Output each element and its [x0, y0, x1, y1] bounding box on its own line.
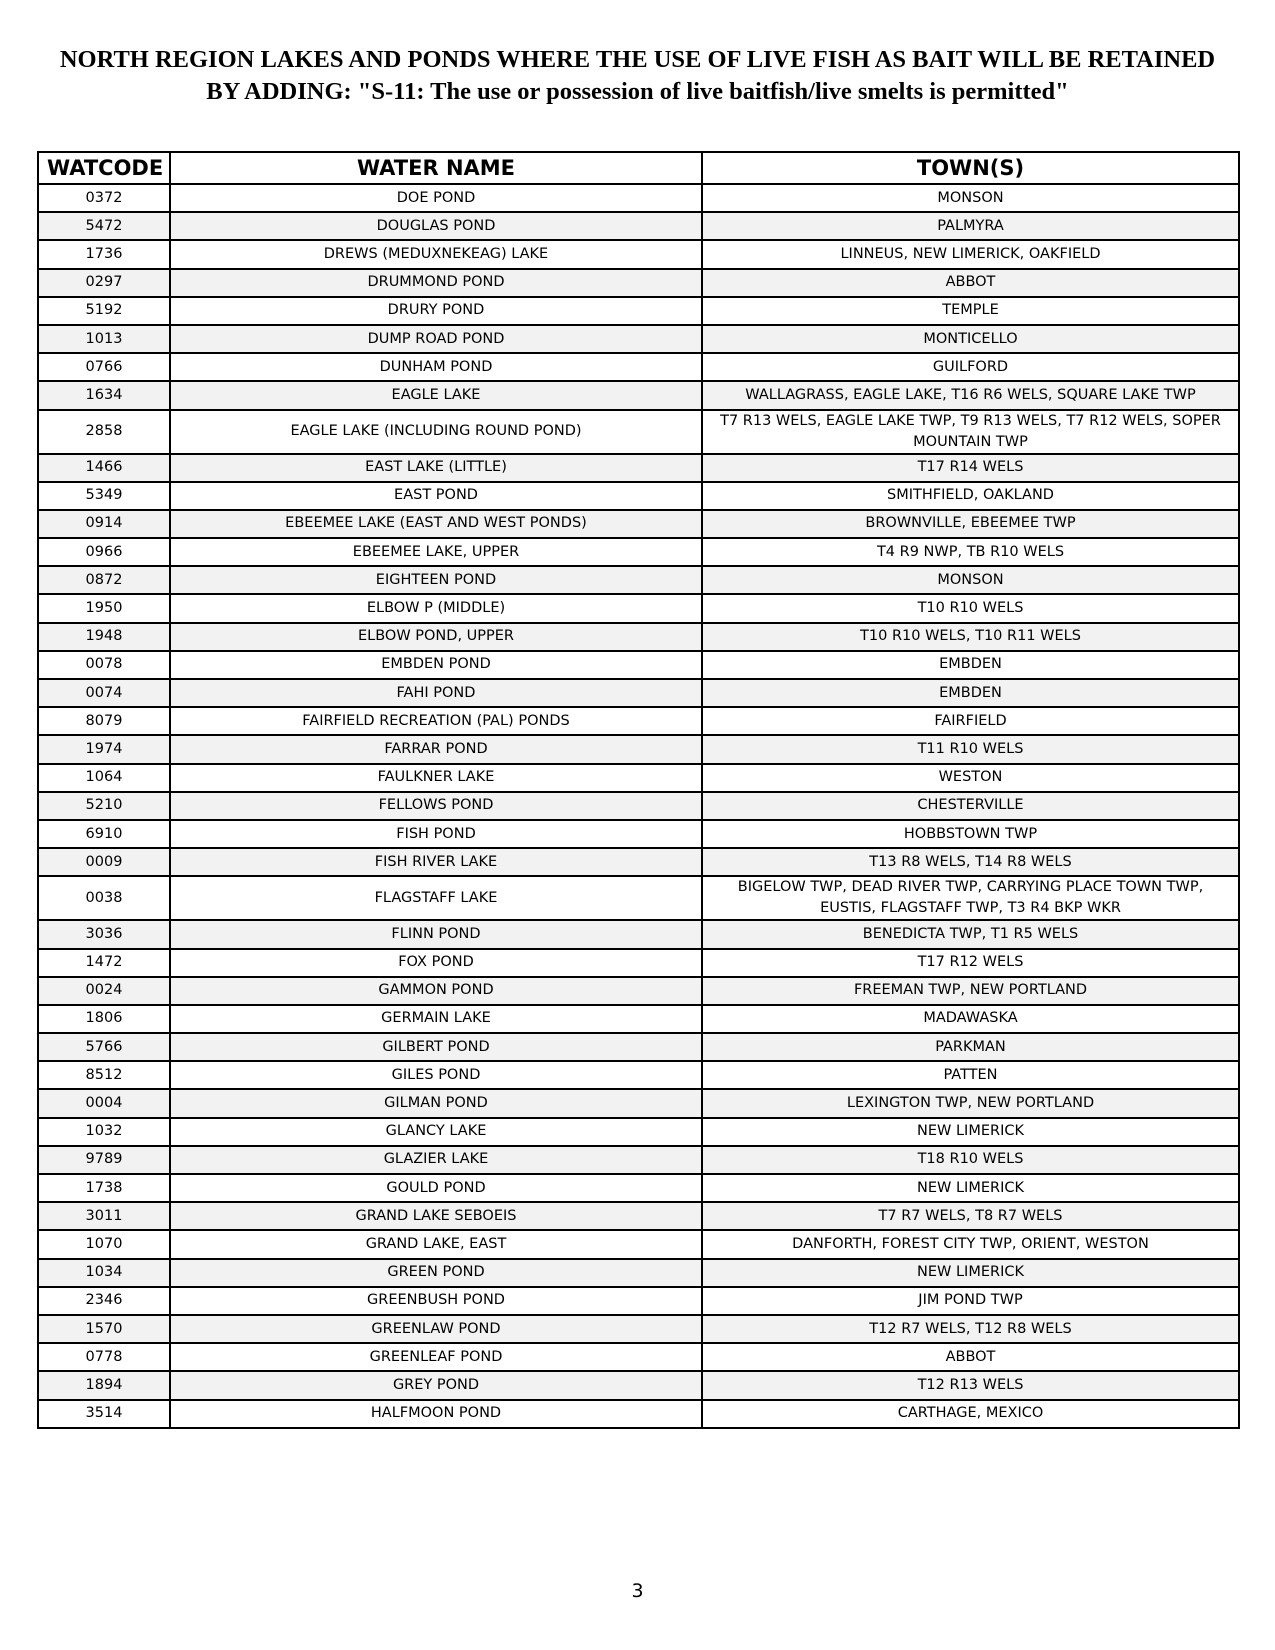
table-row	[38, 707, 1239, 735]
table-row	[38, 679, 1239, 707]
watcode-cell: 2858	[38, 410, 170, 454]
towns-cell: NEW LIMERICK	[702, 1118, 1239, 1146]
towns-cell: T12 R7 WELS, T12 R8 WELS	[702, 1315, 1239, 1343]
table-row	[38, 240, 1239, 268]
table-row	[38, 792, 1239, 820]
table-row	[38, 1315, 1239, 1343]
watcode-cell: 0009	[38, 848, 170, 876]
towns-cell: T11 R10 WELS	[702, 735, 1239, 763]
towns-cell: FREEMAN TWP, NEW PORTLAND	[702, 977, 1239, 1005]
towns-cell: FAIRFIELD	[702, 707, 1239, 735]
watcode-cell: 1034	[38, 1259, 170, 1287]
water-name-cell: FAHI POND	[170, 679, 702, 707]
water-name-cell: GILBERT POND	[170, 1033, 702, 1061]
table-row	[38, 1033, 1239, 1061]
towns-cell: PARKMAN	[702, 1033, 1239, 1061]
watcode-cell: 9789	[38, 1146, 170, 1174]
water-name-cell: EAST POND	[170, 482, 702, 510]
watcode-cell: 5766	[38, 1033, 170, 1061]
towns-cell: T4 R9 NWP, TB R10 WELS	[702, 538, 1239, 566]
watcode-cell: 0297	[38, 269, 170, 297]
watcode-cell: 3036	[38, 920, 170, 948]
table-row	[38, 1230, 1239, 1258]
watcode-cell: 0914	[38, 510, 170, 538]
water-name-cell: DRUMMOND POND	[170, 269, 702, 297]
water-name-cell: DOUGLAS POND	[170, 212, 702, 240]
table-header-row	[38, 152, 1239, 184]
watcode-cell: 5210	[38, 792, 170, 820]
watcode-cell: 1472	[38, 949, 170, 977]
water-name-cell: EBEEMEE LAKE, UPPER	[170, 538, 702, 566]
table-row	[38, 1089, 1239, 1117]
towns-cell: MONSON	[702, 566, 1239, 594]
towns-cell: T10 R10 WELS	[702, 594, 1239, 622]
table-row	[38, 325, 1239, 353]
watcode-cell: 2346	[38, 1287, 170, 1315]
towns-cell: MONTICELLO	[702, 325, 1239, 353]
towns-cell: ABBOT	[702, 1343, 1239, 1371]
water-name-cell: GLANCY LAKE	[170, 1118, 702, 1146]
water-name-cell: FISH POND	[170, 820, 702, 848]
water-name-cell: FLAGSTAFF LAKE	[170, 876, 702, 920]
water-name-cell: HALFMOON POND	[170, 1400, 702, 1428]
table-row	[38, 510, 1239, 538]
watcode-cell: 5192	[38, 297, 170, 325]
towns-cell: PATTEN	[702, 1061, 1239, 1089]
watcode-cell: 1974	[38, 735, 170, 763]
towns-cell: TEMPLE	[702, 297, 1239, 325]
towns-cell: EMBDEN	[702, 679, 1239, 707]
table-row	[38, 454, 1239, 482]
table-row	[38, 410, 1239, 454]
watcode-cell: 0966	[38, 538, 170, 566]
watcode-cell: 1948	[38, 623, 170, 651]
towns-cell: CARTHAGE, MEXICO	[702, 1400, 1239, 1428]
watcode-cell: 1070	[38, 1230, 170, 1258]
table-row	[38, 1061, 1239, 1089]
table-row	[38, 184, 1239, 212]
water-name-cell: FELLOWS POND	[170, 792, 702, 820]
watcode-cell: 0872	[38, 566, 170, 594]
water-name-cell: GOULD POND	[170, 1174, 702, 1202]
header-water-name: WATER NAME	[170, 152, 702, 184]
watcode-cell: 0074	[38, 679, 170, 707]
header-towns: TOWN(S)	[702, 152, 1239, 184]
water-name-cell: GREENLAW POND	[170, 1315, 702, 1343]
water-name-cell: GRAND LAKE, EAST	[170, 1230, 702, 1258]
watcode-cell: 6910	[38, 820, 170, 848]
water-name-cell: GLAZIER LAKE	[170, 1146, 702, 1174]
towns-cell: SMITHFIELD, OAKLAND	[702, 482, 1239, 510]
table-row	[38, 820, 1239, 848]
table-row	[38, 1146, 1239, 1174]
water-name-cell: GRAND LAKE SEBOEIS	[170, 1202, 702, 1230]
watcode-cell: 5472	[38, 212, 170, 240]
table-row	[38, 353, 1239, 381]
towns-cell: NEW LIMERICK	[702, 1259, 1239, 1287]
document-title: NORTH REGION LAKES AND PONDS WHERE THE USE OF LIVE FISH AS BAIT WILL BE RETAINED BY ADDING: "S-11: The use or possession of live baitfish/live smelts is permitted"	[59, 46, 1216, 105]
water-name-cell: GREEN POND	[170, 1259, 702, 1287]
water-name-cell: GREENBUSH POND	[170, 1287, 702, 1315]
table-row	[38, 1259, 1239, 1287]
watcode-cell: 1064	[38, 764, 170, 792]
table-row	[38, 920, 1239, 948]
towns-cell: HOBBSTOWN TWP	[702, 820, 1239, 848]
towns-cell: MADAWASKA	[702, 1005, 1239, 1033]
table-row	[38, 594, 1239, 622]
towns-cell: NEW LIMERICK	[702, 1174, 1239, 1202]
watcode-cell: 1950	[38, 594, 170, 622]
towns-cell: LINNEUS, NEW LIMERICK, OAKFIELD	[702, 240, 1239, 268]
towns-cell: BIGELOW TWP, DEAD RIVER TWP, CARRYING PLACE TOWN TWP, EUSTIS, FLAGSTAFF TWP, T3 R4 BKP WKR	[702, 876, 1239, 920]
header-watcode: WATCODE	[38, 152, 170, 184]
watcode-cell: 1032	[38, 1118, 170, 1146]
table-row	[38, 212, 1239, 240]
towns-cell: T13 R8 WELS, T14 R8 WELS	[702, 848, 1239, 876]
watcode-cell: 1570	[38, 1315, 170, 1343]
water-name-cell: FARRAR POND	[170, 735, 702, 763]
watcode-cell: 1634	[38, 381, 170, 409]
towns-cell: CHESTERVILLE	[702, 792, 1239, 820]
water-name-cell: GERMAIN LAKE	[170, 1005, 702, 1033]
towns-cell: PALMYRA	[702, 212, 1239, 240]
water-name-cell: FAULKNER LAKE	[170, 764, 702, 792]
table-row	[38, 1400, 1239, 1428]
towns-cell: WESTON	[702, 764, 1239, 792]
towns-cell: LEXINGTON TWP, NEW PORTLAND	[702, 1089, 1239, 1117]
watcode-cell: 8512	[38, 1061, 170, 1089]
water-name-cell: ELBOW POND, UPPER	[170, 623, 702, 651]
towns-cell: T10 R10 WELS, T10 R11 WELS	[702, 623, 1239, 651]
table-row	[38, 1118, 1239, 1146]
table-row	[38, 876, 1239, 920]
water-name-cell: EAGLE LAKE	[170, 381, 702, 409]
table-row	[38, 566, 1239, 594]
water-name-cell: GILES POND	[170, 1061, 702, 1089]
water-name-cell: ELBOW P (MIDDLE)	[170, 594, 702, 622]
towns-cell: T7 R7 WELS, T8 R7 WELS	[702, 1202, 1239, 1230]
table-row	[38, 1202, 1239, 1230]
water-name-cell: FOX POND	[170, 949, 702, 977]
watcode-cell: 1736	[38, 240, 170, 268]
water-name-cell: EAGLE LAKE (INCLUDING ROUND POND)	[170, 410, 702, 454]
towns-cell: WALLAGRASS, EAGLE LAKE, T16 R6 WELS, SQUARE LAKE TWP	[702, 381, 1239, 409]
table-row	[38, 482, 1239, 510]
watcode-cell: 1013	[38, 325, 170, 353]
watcode-cell: 0038	[38, 876, 170, 920]
table-row	[38, 1371, 1239, 1399]
watcode-cell: 8079	[38, 707, 170, 735]
table-row	[38, 764, 1239, 792]
towns-cell: T7 R13 WELS, EAGLE LAKE TWP, T9 R13 WELS, T7 R12 WELS, SOPER MOUNTAIN TWP	[702, 410, 1239, 454]
table-row	[38, 269, 1239, 297]
towns-cell: T17 R14 WELS	[702, 454, 1239, 482]
towns-cell: T12 R13 WELS	[702, 1371, 1239, 1399]
water-name-cell: FISH RIVER LAKE	[170, 848, 702, 876]
water-name-cell: DRURY POND	[170, 297, 702, 325]
table-row	[38, 623, 1239, 651]
water-name-cell: EAST LAKE (LITTLE)	[170, 454, 702, 482]
towns-cell: T17 R12 WELS	[702, 949, 1239, 977]
watcode-cell: 0024	[38, 977, 170, 1005]
towns-cell: DANFORTH, FOREST CITY TWP, ORIENT, WESTON	[702, 1230, 1239, 1258]
towns-cell: T18 R10 WELS	[702, 1146, 1239, 1174]
watcode-cell: 0766	[38, 353, 170, 381]
table-row	[38, 381, 1239, 409]
watcode-cell: 3011	[38, 1202, 170, 1230]
table-row	[38, 735, 1239, 763]
water-name-cell: GREENLEAF POND	[170, 1343, 702, 1371]
table-row	[38, 949, 1239, 977]
watcode-cell: 0078	[38, 651, 170, 679]
table-row	[38, 538, 1239, 566]
watcode-cell: 0004	[38, 1089, 170, 1117]
water-name-cell: EBEEMEE LAKE (EAST AND WEST PONDS)	[170, 510, 702, 538]
table-row	[38, 977, 1239, 1005]
water-name-cell: DREWS (MEDUXNEKEAG) LAKE	[170, 240, 702, 268]
watcode-cell: 1894	[38, 1371, 170, 1399]
towns-cell: EMBDEN	[702, 651, 1239, 679]
water-name-cell: DOE POND	[170, 184, 702, 212]
table-row	[38, 651, 1239, 679]
watcode-cell: 1738	[38, 1174, 170, 1202]
table-row	[38, 1174, 1239, 1202]
water-name-cell: GAMMON POND	[170, 977, 702, 1005]
watcode-cell: 5349	[38, 482, 170, 510]
watcode-cell: 0778	[38, 1343, 170, 1371]
table-row	[38, 1005, 1239, 1033]
water-name-cell: DUMP ROAD POND	[170, 325, 702, 353]
towns-cell: JIM POND TWP	[702, 1287, 1239, 1315]
towns-cell: GUILFORD	[702, 353, 1239, 381]
water-name-cell: EMBDEN POND	[170, 651, 702, 679]
lakes-table	[37, 151, 1240, 1429]
towns-cell: ABBOT	[702, 269, 1239, 297]
watcode-cell: 0372	[38, 184, 170, 212]
table-body	[38, 184, 1239, 1428]
water-name-cell: GILMAN POND	[170, 1089, 702, 1117]
water-name-cell: GREY POND	[170, 1371, 702, 1399]
water-name-cell: DUNHAM POND	[170, 353, 702, 381]
table-row	[38, 1287, 1239, 1315]
water-name-cell: EIGHTEEN POND	[170, 566, 702, 594]
towns-cell: BROWNVILLE, EBEEMEE TWP	[702, 510, 1239, 538]
table-row	[38, 848, 1239, 876]
towns-cell: BENEDICTA TWP, T1 R5 WELS	[702, 920, 1239, 948]
table-row	[38, 297, 1239, 325]
watcode-cell: 1466	[38, 454, 170, 482]
watcode-cell: 3514	[38, 1400, 170, 1428]
table-row	[38, 1343, 1239, 1371]
watcode-cell: 1806	[38, 1005, 170, 1033]
page-number: 3	[631, 1580, 644, 1602]
water-name-cell: FAIRFIELD RECREATION (PAL) PONDS	[170, 707, 702, 735]
water-name-cell: FLINN POND	[170, 920, 702, 948]
towns-cell: MONSON	[702, 184, 1239, 212]
